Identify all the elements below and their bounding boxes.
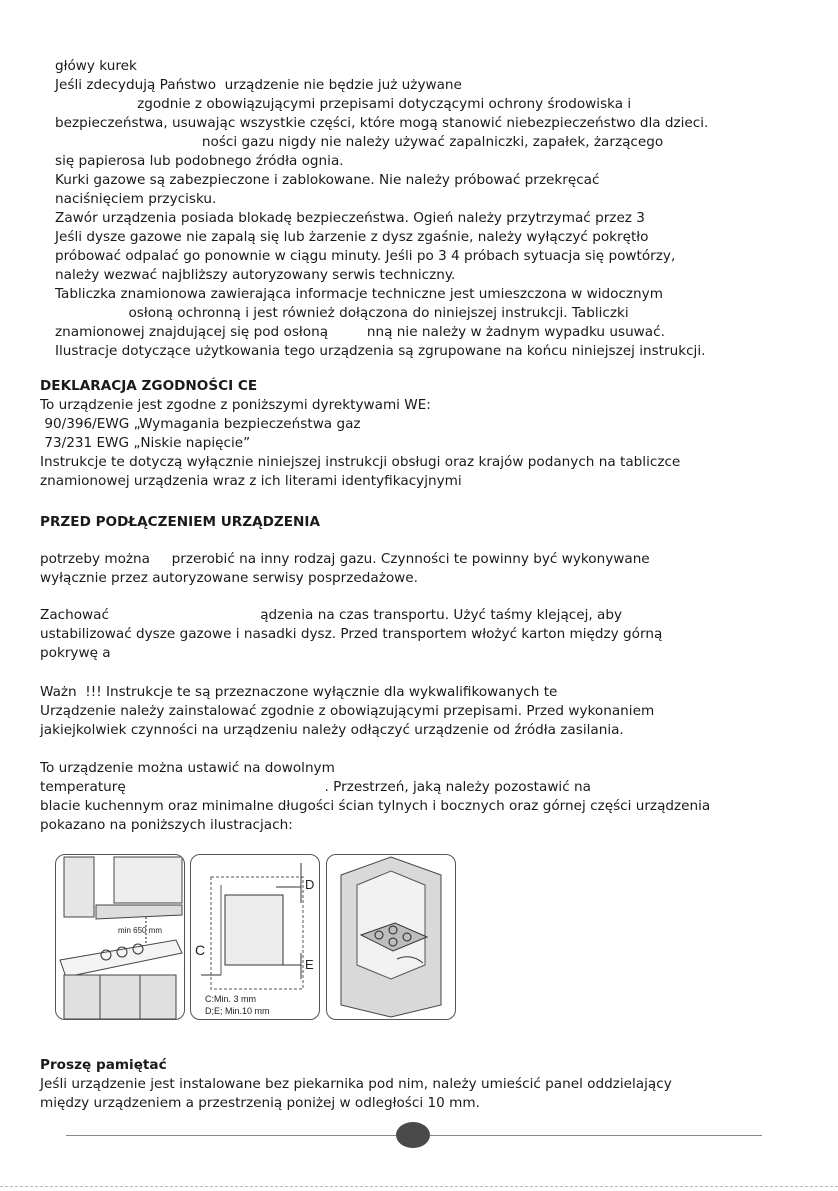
safety-line: Jeśli zdecydują Państwo urządzenie nie będzie już używane xyxy=(55,77,462,93)
declaration-line: Instrukcje te dotyczą wyłącznie niniejszej instrukcji obsługi oraz krajów podanych na tabliczce xyxy=(40,454,681,470)
before-line: ustabilizować dysze gazowe i nasadki dysz. Przed transportem włożyć karton między górną xyxy=(40,626,663,642)
before-line: wyłącznie przez autoryzowane serwisy posprzedażowe. xyxy=(40,570,418,586)
safety-line: się papierosa lub podobnego źródła ognia. xyxy=(55,153,344,169)
declaration-line: 90/396/EWG „Wymagania bezpieczeństwa gaz xyxy=(40,416,361,432)
safety-line: należy wezwać najbliższy autoryzowany serwis techniczny. xyxy=(55,267,456,283)
before-line: temperaturę . Przestrzeń, jaką należy pozostawić na xyxy=(40,779,591,795)
note-line: między urządzeniem a przestrzenią poniżej w odległości 10 mm. xyxy=(40,1095,480,1111)
kitchen-illustration xyxy=(56,855,184,1019)
safety-line: główy kurek xyxy=(55,58,137,74)
safety-line: Jeśli dysze gazowe nie zapalą się lub żarzenie z dysz zgaśnie, należy wyłączyć pokrętło xyxy=(55,229,649,245)
before-line: potrzeby można przerobić na inny rodzaj gazu. Czynności te powinny być wykonywane xyxy=(40,551,650,567)
safety-line: znamionowej znajdującej się pod osłoną nną nie należy w żadnym wypadku usuwać. xyxy=(55,324,665,340)
label-c-min: C:Min. 3 mm xyxy=(205,994,257,1004)
declaration-heading: DEKLARACJA ZGODNOŚCI CE xyxy=(40,378,258,394)
label-c: C xyxy=(195,942,206,958)
label-d: D xyxy=(305,877,315,892)
note-line: Jeśli urządzenie jest instalowane bez piekarnika pod nim, należy umieścić panel oddzielający xyxy=(40,1076,672,1092)
before-line: Zachować ądzenia na czas transportu. Użyć taśmy klejącej, aby xyxy=(40,607,623,623)
before-line: pokazano na poniższych ilustracjach: xyxy=(40,817,293,833)
before-line: Urządzenie należy zainstalować zgodnie z obowiązującymi przepisami. Przed wykonaniem xyxy=(40,703,655,719)
declaration-line: znamionowej urządzenia wraz z ich literami identyfikacyjnymi xyxy=(40,473,462,489)
safety-line: ności gazu nigdy nie należy używać zapalniczki, zapałek, żarzącego xyxy=(55,134,664,150)
min-650-label: min 650 mm xyxy=(118,926,163,935)
safety-line: naciśnięciem przycisku. xyxy=(55,191,217,207)
before-heading: PRZED PODŁĄCZENIEM URZĄDZENIA xyxy=(40,514,321,530)
footer-rule-left xyxy=(66,1135,396,1136)
safety-line: bezpieczeństwa, usuwając wszystkie części, które mogą stanowić niebezpieczeństwo dla dzieci. xyxy=(55,115,709,131)
safety-line: Ilustracje dotyczące użytkowania tego urządzenia są zgrupowane na końcu niniejszej instrukcji. xyxy=(55,343,706,359)
safety-line: Zawór urządzenia posiada blokadę bezpieczeństwa. Ogień należy przytrzymać przez 3 xyxy=(55,210,645,226)
label-e: E xyxy=(305,957,314,972)
note-heading: Proszę pamiętać xyxy=(40,1057,167,1073)
before-line: blacie kuchennym oraz minimalne długości ścian tylnych i bocznych oraz górnej części urządzenia xyxy=(40,798,711,814)
safety-line: Kurki gazowe są zabezpieczone i zablokowane. Nie należy próbować przekręcać xyxy=(55,172,600,188)
footer-rule-right xyxy=(430,1135,762,1136)
figure-built-in-hob xyxy=(326,854,456,1020)
page-bottom-edge xyxy=(0,1186,838,1187)
safety-line: osłoną ochronną i jest również dołączona do niniejszej instrukcji. Tabliczki xyxy=(55,305,629,321)
safety-line: Tabliczka znamionowa zawierająca informacje techniczne jest umieszczona w widocznym xyxy=(55,286,663,302)
figure-kitchen-installation xyxy=(55,854,185,1020)
clearance-diagram xyxy=(191,855,319,1019)
page-number-dot xyxy=(396,1122,430,1148)
label-de-min: D;E; Min.10 mm xyxy=(205,1006,270,1016)
before-line: pokrywę a xyxy=(40,645,111,661)
safety-line: zgodnie z obowiązującymi przepisami dotyczącymi ochrony środowiska i xyxy=(55,96,632,112)
built-in-illustration xyxy=(327,855,455,1019)
safety-line: próbować odpalać go ponownie w ciągu minuty. Jeśli po 3 4 próbach sytuacja się powtórzy, xyxy=(55,248,676,264)
figure-clearances xyxy=(190,854,320,1020)
before-line: jakiejkolwiek czynności na urządzeniu należy odłączyć urządzenie od źródła zasilania. xyxy=(40,722,624,738)
before-line: To urządzenie można ustawić na dowolnym xyxy=(40,760,335,776)
declaration-line: To urządzenie jest zgodne z poniższymi dyrektywami WE: xyxy=(40,397,431,413)
before-line: Ważn !!! Instrukcje te są przeznaczone wyłącznie dla wykwalifikowanych te xyxy=(40,684,558,700)
declaration-line: 73/231 EWG „Niskie napięcie” xyxy=(40,435,251,451)
